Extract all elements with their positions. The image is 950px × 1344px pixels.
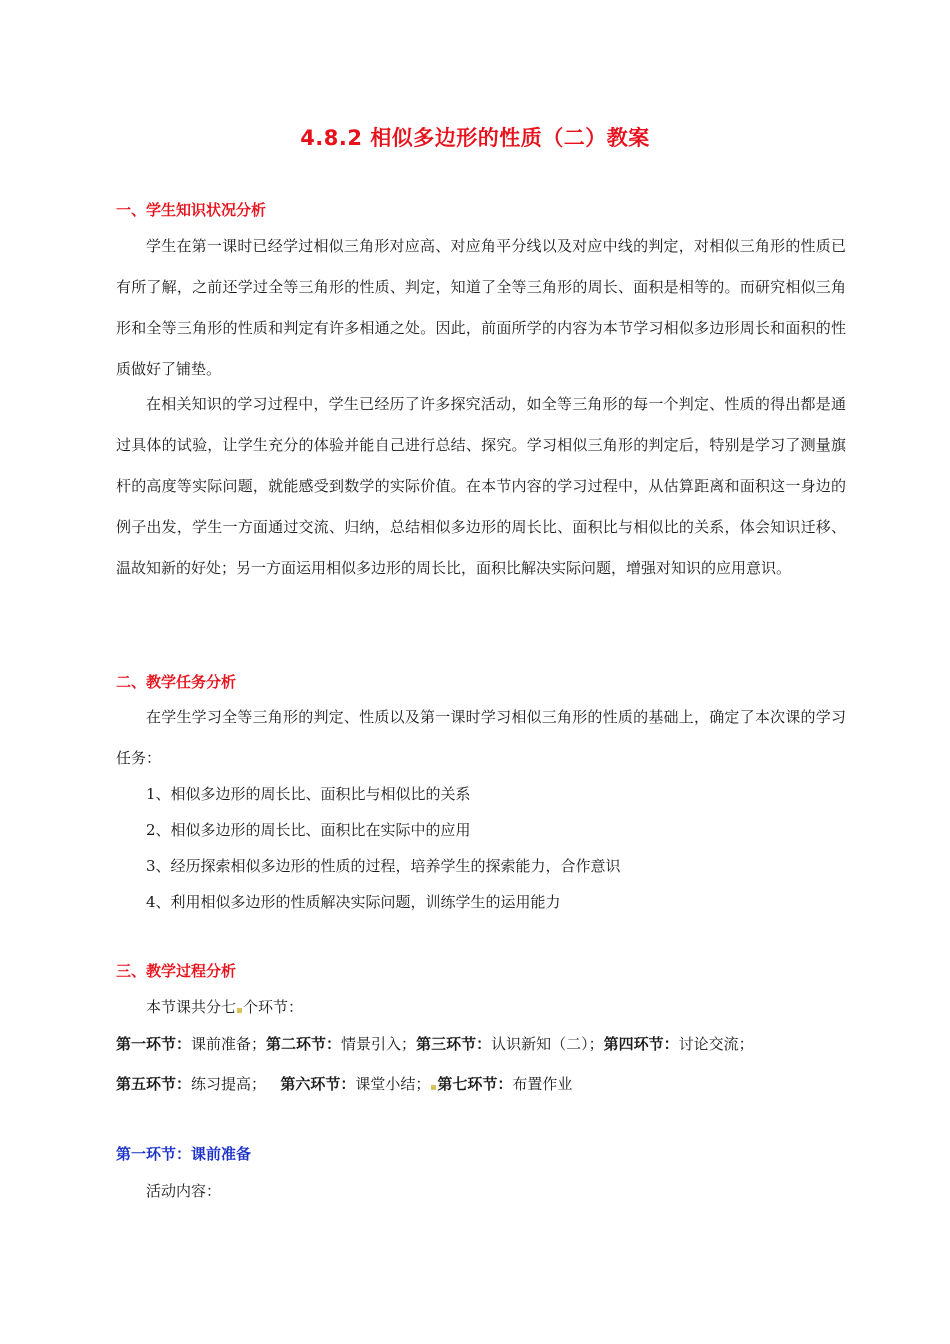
paragraph-task-analysis: 在学生学习全等三角形的判定、性质以及第一课时学习相似三角形的性质的基础上，确定了本次课的学习任务： — [116, 708, 846, 767]
section-heading-student-analysis: 一、学生知识状况分析 — [116, 201, 267, 219]
process-intro — [146, 996, 303, 1017]
segment-list-line-1 — [116, 1033, 754, 1054]
paragraph-student-analysis-2: 在相关知识的学习过程中，学生已经历了许多探究活动，如全等三角形的每一个判定、性质的得出都是通过具体的试验，让学生充分的体验并能自己进行总结、探究。学习相似三角形的判定后，特别是学习了测量旗杆的高度等实际问题，就能感受到数学的实际价值。在本节内容的学习过程中，从估算距离和面积这一身边的例子出发，学生一方面通过交流、归纳，总结相似多边形的周长比、面积比与相似比的关系，体会知识迁移、温故知新的好处；另一方面运用相似多边形的周长比，面积比解决实际问题，增强对知识的应用意识。 — [116, 395, 846, 577]
task-item: 1、相似多边形的周长比、面积比与相似比的关系 — [146, 785, 471, 803]
segment-list-line-2 — [116, 1073, 572, 1094]
task-item: 2、相似多边形的周长比、面积比在实际中的应用 — [146, 821, 471, 839]
activity-content-label: 活动内容： — [146, 1182, 222, 1200]
segment-label: 第六环节： — [280, 1075, 356, 1093]
task-item: 4、利用相似多边形的性质解决实际问题，训练学生的运用能力 — [146, 893, 561, 911]
segment-text: 布置作业 — [512, 1075, 573, 1093]
segment-label: 第三环节： — [416, 1035, 492, 1053]
section-heading-process-analysis: 三、教学过程分析 — [116, 962, 237, 980]
segment-label: 第二环节： — [266, 1035, 342, 1053]
highlight-mark — [237, 1008, 242, 1013]
process-intro-text-b: 个环节： — [243, 998, 304, 1016]
highlight-mark — [431, 1085, 436, 1090]
segment-text: 课堂小结； — [355, 1075, 431, 1093]
segment-label: 第五环节： — [116, 1075, 192, 1093]
segment-text: 认识新知（二）； — [491, 1035, 604, 1053]
paragraph-student-analysis-1: 学生在第一课时已经学过相似三角形对应高、对应角平分线以及对应中线的判定，对相似三角形的性质已有所了解，之前还学过全等三角形的性质、判定，知道了全等三角形的周长、面积是相等的。而研究相似三角形和全等三角形的性质和判定有许多相通之处。因此，前面所学的内容为本节学习相似多边形周长和面积的性质做好了铺垫。 — [116, 237, 846, 378]
task-item: 3、经历探索相似多边形的性质的过程，培养学生的探索能力，合作意识 — [146, 857, 621, 875]
document-title: 4.8.2 相似多边形的性质（二）教案 — [300, 126, 650, 150]
section-heading-first-segment: 第一环节：课前准备 — [116, 1145, 252, 1163]
segment-label: 第四环节： — [603, 1035, 679, 1053]
process-intro-text-a: 本节课共分七 — [146, 998, 237, 1016]
section-heading-task-analysis: 二、教学任务分析 — [116, 673, 237, 691]
segment-label: 第七环节： — [437, 1075, 513, 1093]
segment-text: 情景引入； — [341, 1035, 417, 1053]
segment-text: 课前准备； — [191, 1035, 267, 1053]
segment-text: 练习提高； — [191, 1075, 267, 1093]
segment-label: 第一环节： — [116, 1035, 192, 1053]
segment-text: 讨论交流； — [678, 1035, 754, 1053]
